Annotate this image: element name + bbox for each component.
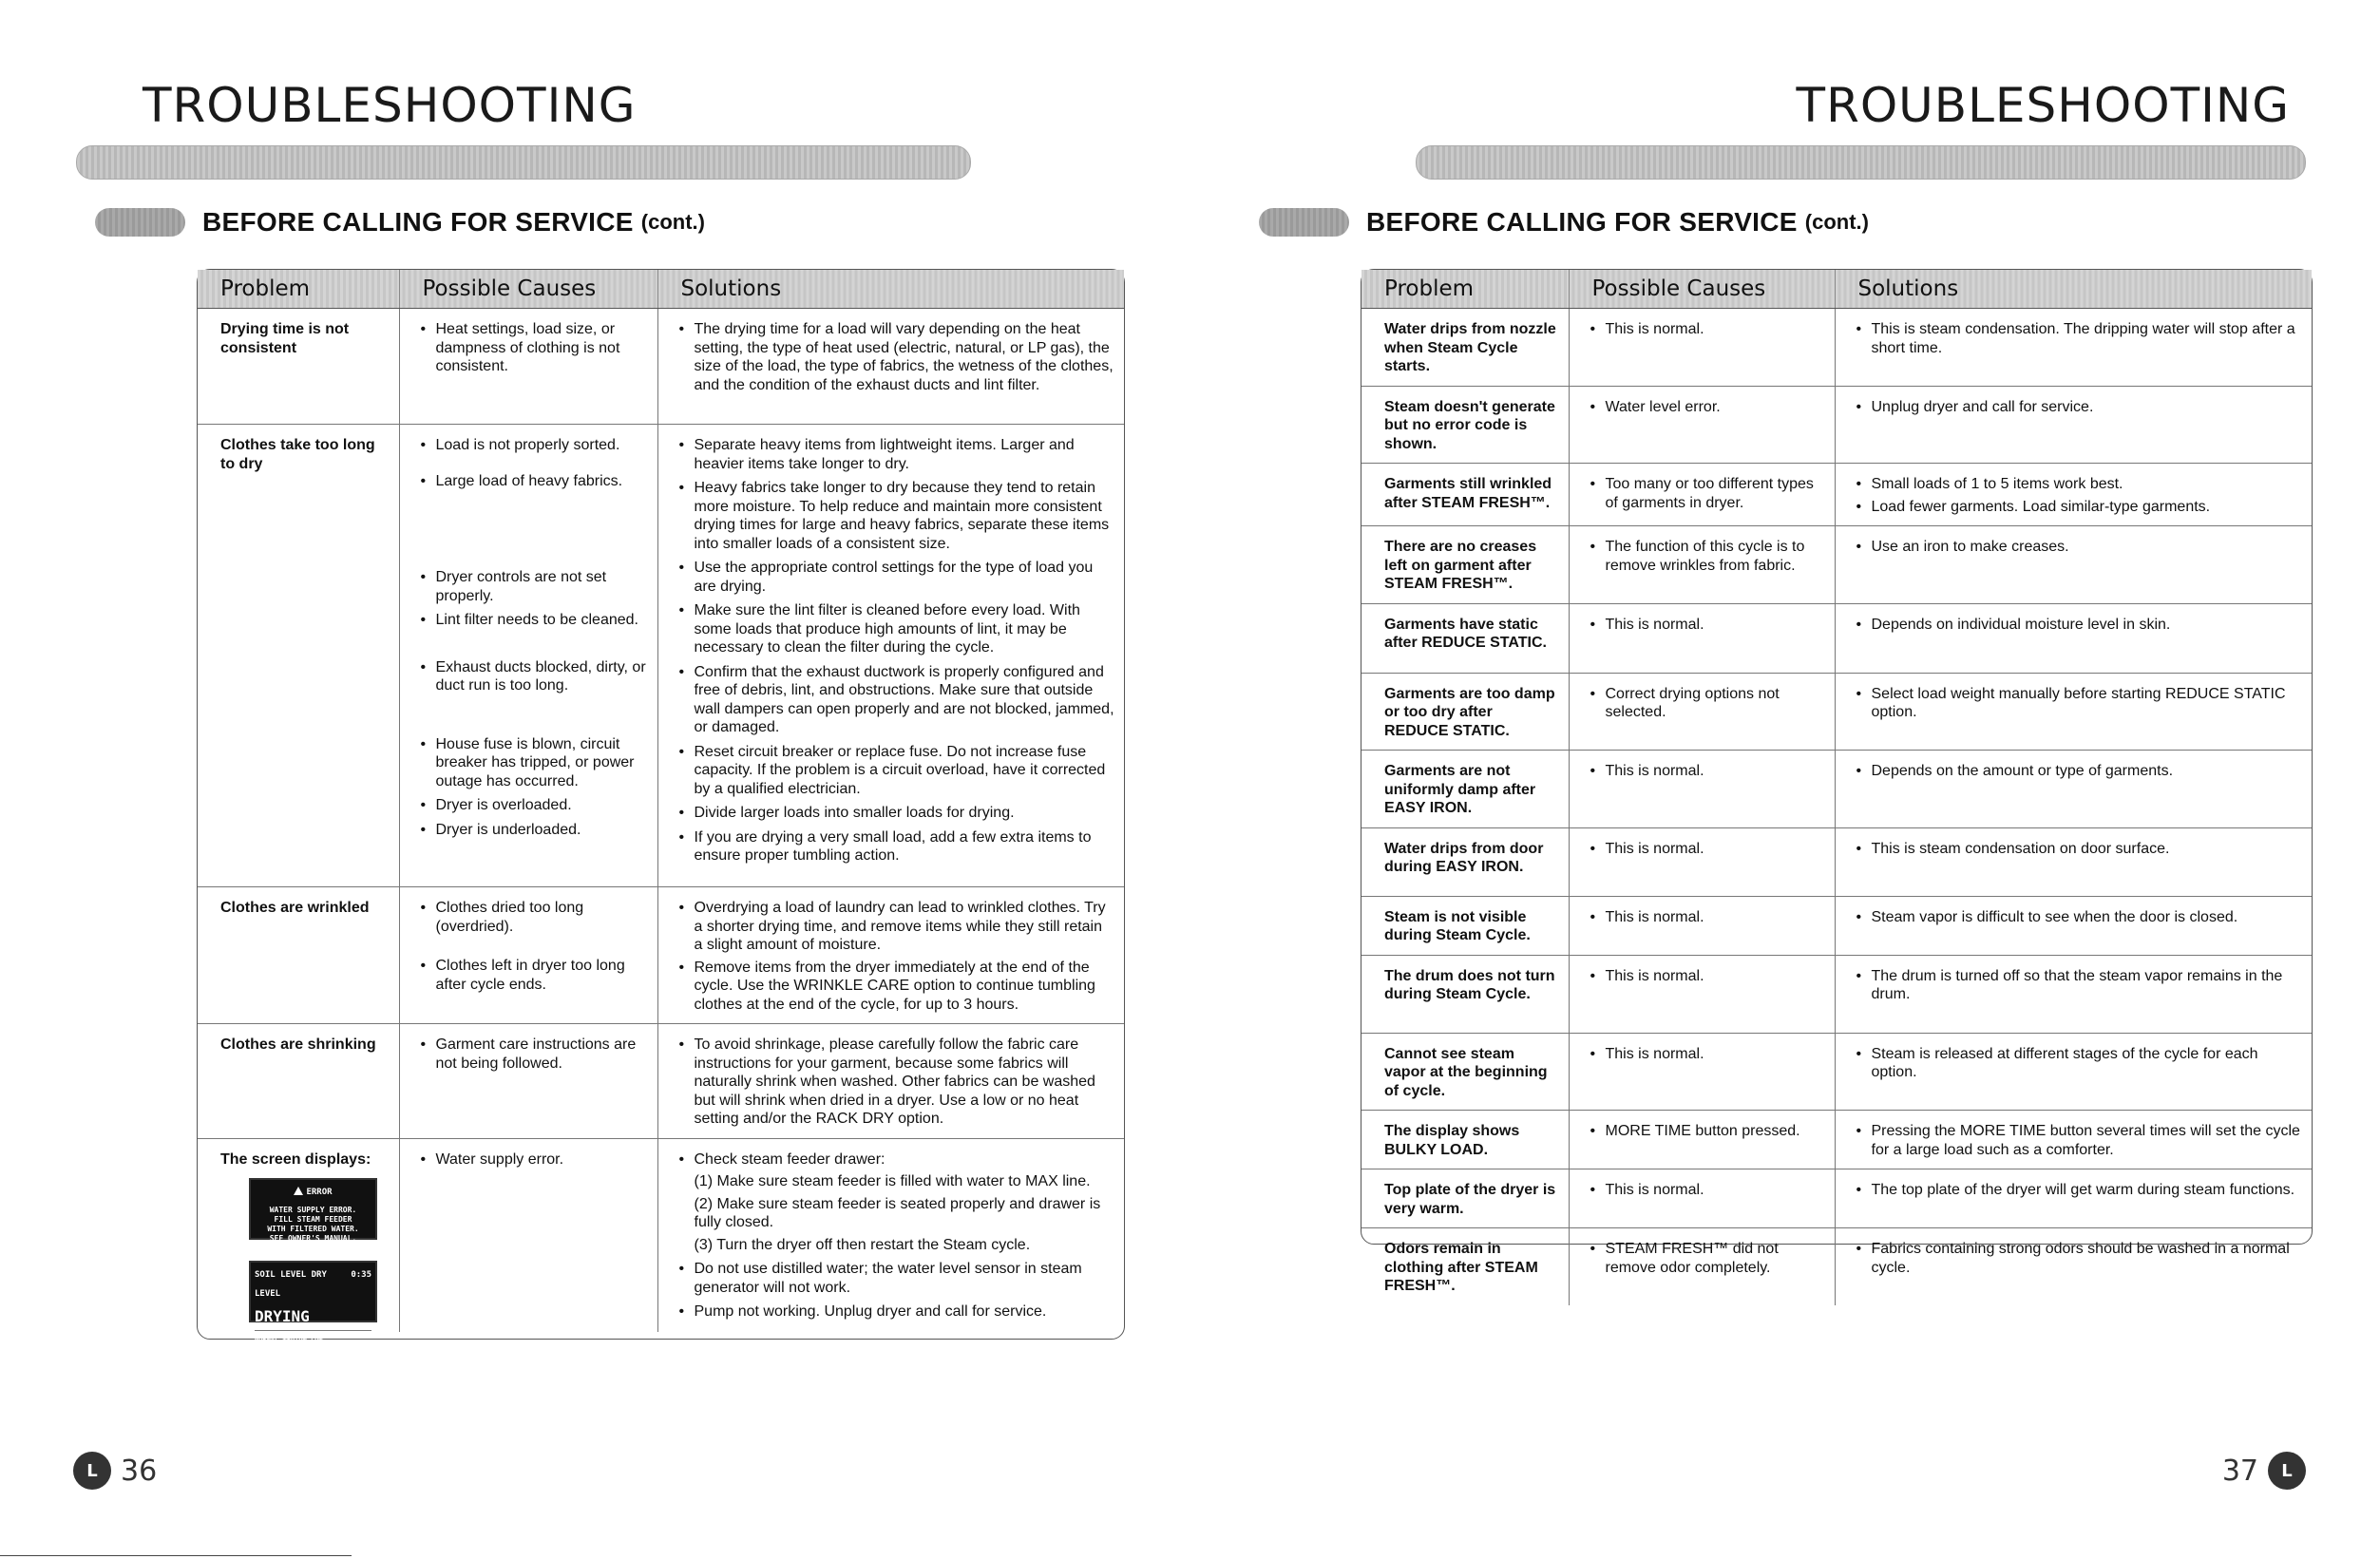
- section-pill-icon: [95, 208, 185, 237]
- causes-cell: [1569, 751, 1835, 828]
- header-causes: Possible Causes: [1569, 270, 1835, 309]
- lg-logo-icon: L: [2268, 1452, 2306, 1490]
- right-page: [1188, 0, 2380, 1559]
- section-heading-cont: (cont.): [1804, 210, 1869, 234]
- solutions-cell: [1835, 673, 2312, 751]
- cause-item: • STEAM FRESH™ did not remove odor completely.: [1590, 1240, 1825, 1277]
- cause-item: • MORE TIME button pressed.: [1590, 1122, 1825, 1141]
- problem-cell: Garments are not uniformly damp after EASY IRON.: [1361, 751, 1569, 828]
- solutions-cell: [1835, 827, 2312, 896]
- header-solutions: Solutions: [1835, 270, 2312, 309]
- table-row: [1361, 603, 2312, 673]
- solution-item: • Do not use distilled water; the water level sensor in steam generator will not work.: [679, 1260, 1115, 1297]
- table-row: [198, 1024, 1124, 1139]
- solutions-cell: [657, 425, 1124, 887]
- solutions-cell: [1835, 1169, 2312, 1228]
- table-row: [1361, 526, 2312, 604]
- solution-item: • If you are drying a very small load, add a few extra items to ensure proper tumbling action.: [679, 828, 1115, 865]
- section-heading: [1259, 207, 1869, 238]
- solution-item: • Pump not working. Unplug dryer and call for service.: [679, 1302, 1115, 1321]
- solutions-cell: [1835, 1111, 2312, 1169]
- step-item: (1) Make sure steam feeder is filled with water to MAX line.: [694, 1173, 1091, 1189]
- table-header-row: [1361, 270, 2312, 309]
- table-row: [198, 425, 1124, 887]
- causes-cell: [399, 425, 657, 887]
- solutions-cell: [1835, 464, 2312, 526]
- section-heading-cont: (cont.): [640, 210, 705, 234]
- cause-item: • Load is not properly sorted.: [421, 436, 648, 455]
- step-item: (3) Turn the dryer off then restart the Steam cycle.: [694, 1236, 1031, 1253]
- page-number: [73, 1452, 157, 1490]
- table-row: [198, 1138, 1124, 1332]
- cause-item: • This is normal.: [1590, 616, 1825, 635]
- header-problem: Problem: [198, 270, 399, 309]
- cause-item: • Water supply error.: [421, 1150, 648, 1169]
- solution-item: • Steam is released at different stages of the cycle for each option.: [1856, 1045, 2303, 1082]
- solution-item: • Pressing the MORE TIME button several times will set the cycle for a large load such as a comforter.: [1856, 1122, 2303, 1159]
- lcd-error-title: ERROR: [306, 1188, 333, 1197]
- solution-item: • Separate heavy items from lightweight items. Larger and heavier items take longer to dry.: [679, 436, 1115, 473]
- problem-cell: There are no creases left on garment after STEAM FRESH™.: [1361, 526, 1569, 604]
- problem-cell: The display shows BULKY LOAD.: [1361, 1111, 1569, 1169]
- solution-item: • Depends on the amount or type of garments.: [1856, 762, 2303, 781]
- footer-divider: [0, 1555, 352, 1556]
- title-decoration-bar: [76, 145, 971, 180]
- table-row: [1361, 673, 2312, 751]
- solution-item: • The top plate of the dryer will get warm during steam functions.: [1856, 1181, 2303, 1200]
- solution-item: • Small loads of 1 to 5 items work best.: [1856, 475, 2303, 494]
- header-solutions: Solutions: [657, 270, 1124, 309]
- cause-item: • Too many or too different types of garments in dryer.: [1590, 475, 1825, 512]
- section-pill-icon: [1259, 208, 1349, 237]
- causes-cell: [1569, 1111, 1835, 1169]
- solution-item: • Heavy fabrics take longer to dry because they tend to retain more moisture. To help reduce and maintain more consistent drying times for large and heavy fabrics, separate these items into smaller loads of a consistent size.: [679, 479, 1115, 553]
- solution-item: • Select load weight manually before starting REDUCE STATIC option.: [1856, 685, 2303, 722]
- problem-cell: Clothes are shrinking: [198, 1024, 399, 1139]
- table-row: [1361, 309, 2312, 387]
- cause-item: • The function of this cycle is to remove wrinkles from fabric.: [1590, 538, 1825, 575]
- page-number-text: 36: [121, 1454, 158, 1488]
- problem-cell: Clothes take too long to dry: [198, 425, 399, 887]
- solutions-cell: [1835, 386, 2312, 464]
- solution-item: • The drum is turned off so that the steam vapor remains in the drum.: [1856, 967, 2303, 1004]
- lcd-line: WITH FILTERED WATER.: [267, 1224, 359, 1233]
- solution-item: • Overdrying a load of laundry can lead to wrinkled clothes. Try a shorter drying time, and remove items while they still retain a slight amount of moisture.: [679, 899, 1115, 955]
- left-page: [0, 0, 1188, 1559]
- cause-item: • This is normal.: [1590, 840, 1825, 859]
- causes-cell: [1569, 827, 1835, 896]
- cause-item: • Large load of heavy fabrics.: [421, 472, 648, 491]
- cause-item: • This is normal.: [1590, 1045, 1825, 1064]
- causes-cell: [399, 309, 657, 425]
- table-row: [198, 887, 1124, 1024]
- causes-cell: [399, 887, 657, 1024]
- cause-item: • Dryer controls are not set properly.: [421, 568, 648, 605]
- cause-item: • This is normal.: [1590, 762, 1825, 781]
- problem-text: The screen displays:: [220, 1150, 371, 1168]
- solution-item: • Check steam feeder drawer:: [679, 1150, 1115, 1169]
- section-heading-text: BEFORE CALLING FOR SERVICE: [1366, 207, 1798, 237]
- problem-cell: Top plate of the dryer is very warm.: [1361, 1169, 1569, 1228]
- cause-item: • Dryer is underloaded.: [421, 821, 648, 840]
- solution-item: • The drying time for a load will vary depending on the heat setting, the type of heat used (electric, natural, or LP gas), the size of the load, the type of fabrics, the wetness of the clothes, and the condition of the exhaust ducts and lint filter.: [679, 320, 1115, 394]
- lcd-line: WATER SUPPLY ERROR.: [269, 1205, 357, 1214]
- cause-item: • Exhaust ducts blocked, dirty, or duct run is too long.: [421, 658, 648, 695]
- solution-item: • Use the appropriate control settings for the type of load you are drying.: [679, 559, 1115, 596]
- problem-cell: Cannot see steam vapor at the beginning of cycle.: [1361, 1033, 1569, 1111]
- causes-cell: [1569, 955, 1835, 1033]
- problem-cell: Water drips from door during EASY IRON.: [1361, 827, 1569, 896]
- problem-cell: Steam is not visible during Steam Cycle.: [1361, 896, 1569, 955]
- solution-item: • Fabrics containing strong odors should be washed in a normal cycle.: [1856, 1240, 2303, 1277]
- solutions-cell: [1835, 896, 2312, 955]
- solution-item: • Remove items from the dryer immediately at the end of the cycle. Use the WRINKLE CARE option to continue tumbling clothes at the end of the cycle, for up to 3 hours.: [679, 959, 1115, 1015]
- lcd-top-left: SOIL LEVEL DRY LEVEL: [255, 1270, 327, 1299]
- cause-item: • Water level error.: [1590, 398, 1825, 417]
- solutions-cell: [1835, 751, 2312, 828]
- header-causes: Possible Causes: [399, 270, 657, 309]
- warning-triangle-icon: [294, 1187, 303, 1195]
- cause-item: • House fuse is blown, circuit breaker has tripped, or power outage has occurred.: [421, 735, 648, 791]
- problem-cell: Garments still wrinkled after STEAM FRESH™.: [1361, 464, 1569, 526]
- troubleshooting-table: [197, 269, 1125, 1343]
- page-number: [2222, 1452, 2306, 1490]
- lcd-line: SEE OWNER'S MANUAL.: [269, 1233, 357, 1243]
- problem-cell: Water drips from nozzle when Steam Cycle starts.: [1384, 321, 1556, 374]
- problem-cell: The drum does not turn during Steam Cycle.: [1361, 955, 1569, 1033]
- lcd-time: 0:35: [351, 1270, 371, 1280]
- problem-cell: Garments are too damp or too dry after REDUCE STATIC.: [1361, 673, 1569, 751]
- cause-item: • Dryer is overloaded.: [421, 796, 648, 815]
- lcd-main: DRYING: [255, 1307, 310, 1325]
- table-row: [1361, 386, 2312, 464]
- solution-item: • Make sure the lint filter is cleaned before every load. With some loads that produce high amounts of lint, it may be necessary to clean the filter during the cycle.: [679, 601, 1115, 657]
- cause-item: • This is normal.: [1590, 320, 1825, 339]
- lg-logo-icon: L: [73, 1452, 111, 1490]
- table-row: [198, 309, 1124, 425]
- solutions-cell: [657, 309, 1124, 425]
- table-row: [1361, 1169, 2312, 1228]
- causes-cell: [1569, 526, 1835, 604]
- title-decoration-bar: [1416, 145, 2306, 180]
- cause-item: • Garment care instructions are not being followed.: [421, 1036, 648, 1073]
- solutions-cell: [1835, 1033, 2312, 1111]
- cause-item: • Correct drying options not selected.: [1590, 685, 1825, 722]
- solution-item: • Confirm that the exhaust ductwork is properly configured and free of debris, lint, and obstructions. Make sure that outside wall dampers can open properly and are not blocked, jammed, or damaged.: [679, 663, 1115, 737]
- causes-cell: [1569, 1169, 1835, 1228]
- solutions-cell: [1835, 1228, 2312, 1305]
- solutions-cell: [657, 1138, 1124, 1332]
- steps-list: [679, 1172, 1115, 1254]
- solution-item: • Load fewer garments. Load similar-type garments.: [1856, 498, 2303, 517]
- problem-cell: Steam doesn't generate but no error code is shown.: [1361, 386, 1569, 464]
- page-title: TROUBLESHOOTING: [143, 78, 637, 133]
- solution-item: • Divide larger loads into smaller loads for drying.: [679, 804, 1115, 823]
- table-row: [1361, 955, 2312, 1033]
- causes-cell: [399, 1024, 657, 1139]
- causes-cell: [1569, 603, 1835, 673]
- solution-item: • Unplug dryer and call for service.: [1856, 398, 2303, 417]
- cause-item: • Clothes dried too long (overdried).: [421, 899, 648, 936]
- cause-item: • Heat settings, load size, or dampness of clothing is not consistent.: [421, 320, 648, 376]
- problem-cell: Odors remain in clothing after STEAM FRESH™.: [1361, 1228, 1569, 1305]
- causes-cell: [1569, 896, 1835, 955]
- step-item: (2) Make sure steam feeder is seated properly and drawer is fully closed.: [694, 1195, 1101, 1230]
- lcd-bottom: NORMAL MEDIUM LOW: [255, 1330, 371, 1350]
- table-row: [1361, 1228, 2312, 1305]
- solution-item: • Steam vapor is difficult to see when the door is closed.: [1856, 908, 2303, 927]
- solution-item: • Use an iron to make creases.: [1856, 538, 2303, 557]
- table-row: [1361, 464, 2312, 526]
- table-row: [1361, 1033, 2312, 1111]
- solutions-cell: [657, 1024, 1124, 1139]
- problem-cell: Garments have static after REDUCE STATIC.: [1361, 603, 1569, 673]
- error-display-image: [249, 1178, 377, 1243]
- solutions-cell: [1835, 309, 2312, 387]
- causes-cell: [1569, 464, 1835, 526]
- header-problem: Problem: [1361, 270, 1569, 309]
- causes-cell: [1569, 673, 1835, 751]
- solution-item: • This is steam condensation on door surface.: [1856, 840, 2303, 859]
- cause-item: • Lint filter needs to be cleaned.: [421, 611, 648, 630]
- cause-item: • This is normal.: [1590, 1181, 1825, 1200]
- causes-cell: [1569, 1228, 1835, 1305]
- solution-item: • This is steam condensation. The dripping water will stop after a short time.: [1856, 320, 2303, 357]
- table-row: [1361, 1111, 2312, 1169]
- drying-display-image: [249, 1261, 377, 1343]
- solution-item: • Depends on individual moisture level in skin.: [1856, 616, 2303, 635]
- table-row: [1361, 827, 2312, 896]
- cause-item: • This is normal.: [1590, 908, 1825, 927]
- lcd-line: FILL STEAM FEEDER: [274, 1214, 352, 1224]
- causes-cell: [1569, 309, 1835, 387]
- troubleshooting-table: [1361, 269, 2313, 1294]
- section-heading: [95, 207, 705, 238]
- causes-cell: [399, 1138, 657, 1332]
- table-row: [1361, 896, 2312, 955]
- causes-cell: [1569, 1033, 1835, 1111]
- problem-cell: Drying time is not consistent: [220, 321, 350, 356]
- solution-item: • Reset circuit breaker or replace fuse. Do not increase fuse capacity. If the problem is a circuit overload, have it corrected by a qualified electrician.: [679, 743, 1115, 799]
- page-number-text: 37: [2221, 1454, 2258, 1488]
- solutions-cell: [1835, 955, 2312, 1033]
- cause-item: • This is normal.: [1590, 967, 1825, 986]
- solutions-cell: [657, 887, 1124, 1024]
- problem-cell: Clothes are wrinkled: [198, 887, 399, 1024]
- solutions-cell: [1835, 603, 2312, 673]
- page-title: TROUBLESHOOTING: [1796, 78, 2290, 133]
- cause-item: • Clothes left in dryer too long after cycle ends.: [421, 957, 648, 994]
- table-row: [1361, 751, 2312, 828]
- problem-cell: [198, 1138, 399, 1343]
- solution-item: • To avoid shrinkage, please carefully follow the fabric care instructions for your garment, because some fabrics will naturally shrink when washed. Other fabrics can be washed but will shrink when dried in a dryer. Use a low or no heat setting and/or the RACK DRY option.: [679, 1036, 1115, 1129]
- causes-cell: [1569, 386, 1835, 464]
- table-header-row: [198, 270, 1124, 309]
- section-heading-text: BEFORE CALLING FOR SERVICE: [202, 207, 634, 237]
- solutions-cell: [1835, 526, 2312, 604]
